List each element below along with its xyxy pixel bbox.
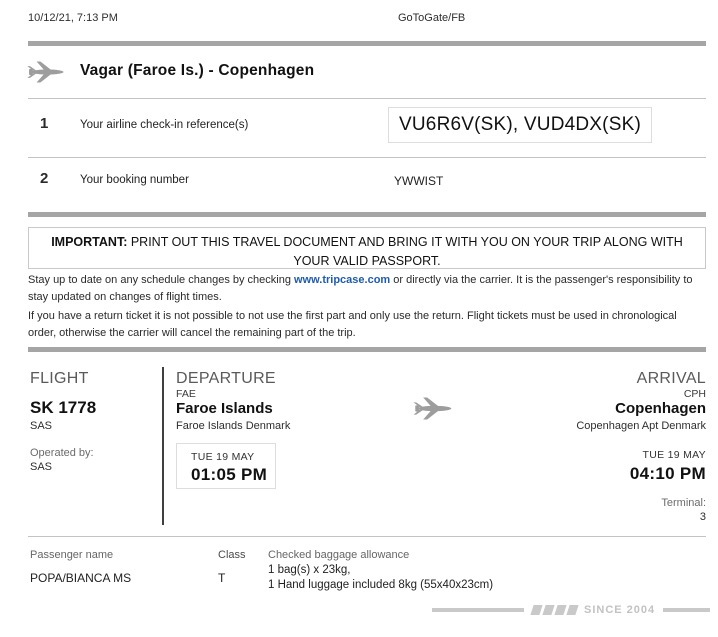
print-datetime: 10/12/21, 7:13 PM — [28, 12, 118, 24]
row-number-1: 1 — [40, 115, 49, 132]
operated-by-carrier: SAS — [30, 461, 53, 473]
departure-city: Faroe Islands — [176, 400, 273, 417]
divider-line — [28, 98, 706, 99]
watermark-logo-shape — [566, 605, 578, 615]
watermark-logo-shape — [554, 605, 566, 615]
watermark-line-right — [663, 608, 710, 612]
arrival-section-header: ARRIVAL — [636, 370, 706, 387]
watermark-text: SINCE 2004 — [584, 604, 656, 616]
class-value: T — [218, 571, 226, 585]
arrival-time: 04:10 PM — [629, 464, 706, 483]
arrival-airport-name: Copenhagen Apt Denmark — [576, 420, 706, 432]
departure-date: TUE 19 MAY — [191, 451, 255, 463]
schedule-text-post: or directly via the carrier. It is the passenger's responsibility to stay updated on changes of flight times. — [28, 274, 693, 303]
divider-line — [28, 157, 706, 158]
schedule-text-pre: Stay up to date on any schedule changes by checking — [28, 274, 295, 286]
departure-airport-name: Faroe Islands Denmark — [176, 420, 291, 432]
print-document-title: GoToGate/FB — [398, 12, 466, 24]
watermark-logo-shape — [530, 605, 542, 615]
important-label: IMPORTANT: — [51, 235, 128, 249]
booking-number-label: Your booking number — [80, 174, 189, 186]
baggage-line-2: 1 Hand luggage included 8kg (55x40x23cm) — [268, 579, 494, 591]
booking-number-value: YWWIST — [394, 174, 444, 188]
departure-time-box — [176, 443, 276, 489]
section-divider-bar — [28, 212, 706, 217]
flight-column-divider — [162, 367, 164, 525]
checkin-reference-label: Your airline check-in reference(s) — [80, 119, 249, 131]
departure-time: 01:05 PM — [191, 465, 268, 484]
departure-section-header: DEPARTURE — [176, 370, 276, 387]
passenger-name-value: POPA/BIANCA MS — [30, 571, 132, 585]
watermark-logo-shape — [542, 605, 554, 615]
terminal-value: 3 — [699, 511, 706, 523]
arrival-date: TUE 19 MAY — [642, 449, 706, 461]
flight-plane-icon — [410, 392, 454, 425]
arrival-city: Copenhagen — [615, 400, 706, 417]
important-text: PRINT OUT THIS TRAVEL DOCUMENT AND BRING IT WITH YOU ON YOUR TRIP ALONG WITH YOUR VALID PASSPORT. — [127, 235, 683, 268]
class-header: Class — [218, 549, 246, 561]
departure-airport-code: FAE — [176, 388, 196, 400]
arrival-airport-code: CPH — [683, 388, 706, 400]
watermark — [432, 603, 710, 617]
terminal-label: Terminal: — [661, 497, 706, 509]
section-divider-bar — [28, 347, 706, 352]
plane-icon — [24, 57, 66, 87]
watermark-line-left — [432, 608, 524, 612]
divider-line — [28, 536, 706, 537]
checkin-reference-value: VU6R6V(SK), VUD4DX(SK) — [388, 107, 652, 143]
flight-section-header: FLIGHT — [30, 370, 89, 387]
carrier-name: SAS — [30, 420, 53, 432]
row-number-2: 2 — [40, 170, 49, 187]
top-divider-bar — [28, 41, 706, 46]
flight-number: SK 1778 — [30, 398, 97, 417]
schedule-changes-paragraph — [28, 272, 696, 305]
route-title: Vagar (Faroe Is.) - Copenhagen — [80, 62, 315, 79]
operated-by-label: Operated by: — [30, 447, 94, 459]
passenger-name-header: Passenger name — [30, 549, 114, 561]
important-notice — [28, 227, 706, 269]
baggage-header: Checked baggage allowance — [268, 549, 410, 561]
tripcase-link[interactable]: www.tripcase.com — [294, 274, 391, 286]
baggage-line-1: 1 bag(s) x 23kg, — [268, 564, 351, 576]
return-ticket-paragraph: If you have a return ticket it is not possible to not use the first part and only use the return. Flight tickets must be used in chronological order, otherwise the carrier will cancel the remaining part of the trip. — [28, 310, 677, 339]
